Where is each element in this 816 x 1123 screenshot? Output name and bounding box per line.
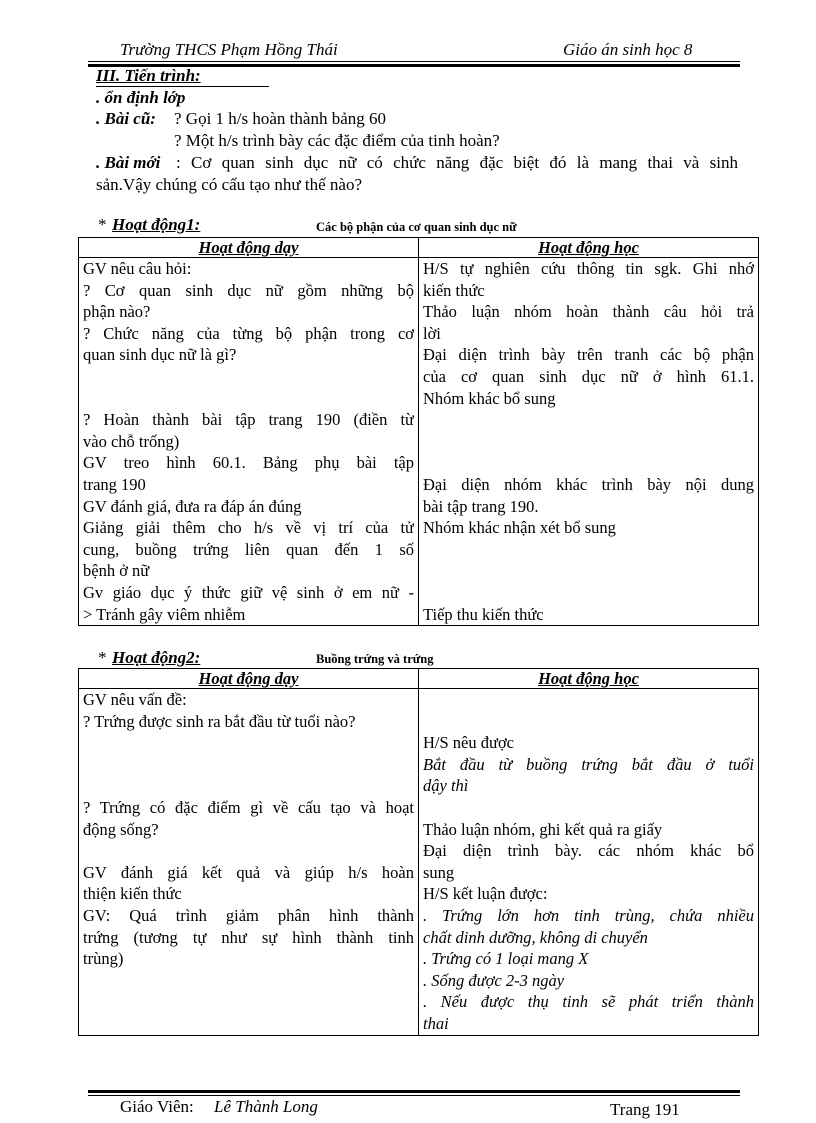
cell-gap (423, 539, 754, 561)
cell-line: bài tập trang 190. (423, 496, 539, 516)
cell-line: . Trứng lớn hơn tinh trùng, chứa nhiều (423, 905, 754, 925)
old-lesson-label: . Bài cũ: (96, 109, 156, 128)
cell-line: H/S tự nghiên cứu thông tin sgk. Ghi nhớ (423, 259, 754, 278)
cell-line: thiện kiến thức (83, 884, 182, 904)
cell-gap (83, 775, 414, 797)
cell-line: . Trứng có 1 loại mang X (423, 949, 589, 969)
cell-line: Đại diện nhóm khác trình bày nội dung (423, 474, 754, 494)
footer-teacher-name: Lê Thành Long (214, 1097, 318, 1116)
cell-line: Nhóm khác nhận xét bổ sung (423, 518, 616, 538)
cell-line: GV treo hình 60.1. Bảng phụ bài tập (83, 453, 414, 473)
cell-line: H/S nêu được (423, 733, 514, 753)
cell-line: lời (423, 323, 441, 343)
cell-line: Bắt đầu từ buồng trứng bắt đầu ở tuổi (423, 754, 754, 774)
cell-line: trùng) (83, 949, 124, 969)
cell-line: Tiếp thu kiến thức (423, 604, 544, 624)
activity2-col-learn: Hoạt động học (419, 669, 759, 689)
old-lesson-q2: ? Một h/s trình bày các đặc điểm của tinh hoàn? (174, 131, 500, 150)
activity2-star: * (98, 648, 107, 667)
new-lesson-label: . Bài mới (96, 153, 161, 172)
cell-gap (83, 970, 414, 992)
cell-line: quan sinh dục nữ là gì? (83, 345, 237, 365)
footer-rule-thin (88, 1095, 740, 1096)
cell-line: sung (423, 862, 455, 882)
activity2-col-teach: Hoạt động dạy (79, 669, 419, 689)
cell-line: dậy thì (423, 776, 469, 796)
cell-line: Gv giáo dục ý thức giữ vệ sinh ở em nữ - (83, 582, 414, 602)
cell-line: Đại diện trình bày. các nhóm khác bổ (423, 841, 754, 861)
cell-line: ? Trứng có đặc điểm gì về cấu tạo và hoạt (83, 797, 414, 817)
cell-gap (423, 452, 754, 474)
section-title-underline (96, 86, 269, 87)
cell-gap (423, 689, 754, 711)
cell-gap (83, 754, 414, 776)
cell-line: > Tránh gây viêm nhiễm (83, 604, 246, 624)
cell-gap (423, 409, 754, 431)
cell-gap (83, 388, 414, 410)
cell-line: thai (423, 1013, 449, 1033)
footer-page: Trang 191 (610, 1100, 680, 1119)
cell-line: GV nêu vấn đề: (83, 690, 187, 709)
cell-line: GV nêu câu hỏi: (83, 259, 192, 278)
cell-line: ? Trứng được sinh ra bắt đầu từ tuổi nào? (83, 711, 356, 731)
cell-line: ? Chức năng của từng bộ phận trong cơ (83, 323, 414, 343)
activity2-table (78, 668, 759, 1036)
cell-line: GV đánh giá kết quả và giúp h/s hoàn (83, 862, 414, 882)
cell-line: H/S kết luận được: (423, 884, 548, 904)
cell-line: ? Hoàn thành bài tập trang 190 (điền từ (83, 410, 414, 430)
section-title: III. Tiến trình: (96, 66, 201, 85)
cell-line: . Sống được 2-3 ngày (423, 970, 565, 990)
cell-gap (423, 560, 754, 582)
activity1-table (78, 237, 759, 626)
activity1-col-learn: Hoạt động học (419, 238, 759, 258)
cell-gap (83, 991, 414, 1013)
activity1-star: * (98, 215, 107, 234)
cell-gap (423, 711, 754, 733)
old-lesson-q1: ? Gọi 1 h/s hoàn thành bảng 60 (174, 109, 386, 128)
activity2-title: Buồng trứng và trứng (316, 652, 434, 666)
cell-line: chất dinh dưỡng, không di chuyển (423, 927, 648, 947)
cell-gap (423, 582, 754, 604)
cell-gap (423, 797, 754, 819)
cell-line: Thảo luận nhóm, ghi kết quả ra giấy (423, 819, 663, 839)
activity1-title: Các bộ phận của cơ quan sinh dục nữ (316, 220, 517, 234)
cell-line: trứng (tương tự như sự hình thành tinh (83, 927, 414, 947)
activity1-teach-cell (79, 258, 419, 626)
cell-line: phận nào? (83, 302, 151, 322)
cell-line: vào chỗ trống) (83, 431, 180, 451)
cell-line: động sống? (83, 819, 159, 839)
cell-gap (83, 366, 414, 388)
header-rule-thin (88, 61, 740, 62)
cell-gap (83, 1013, 414, 1035)
cell-line: Giảng giải thêm cho h/s về vị trí của tử (83, 518, 414, 538)
cell-line: cung, buồng trứng liên quan đến 1 số (83, 539, 414, 559)
cell-line: kiến thức (423, 280, 485, 300)
footer-teacher-label: Giáo Viên: (120, 1097, 194, 1116)
cell-line: Đại diện trình bày trên tranh các bộ phận (423, 345, 754, 365)
activity2-teach-cell (79, 689, 419, 1036)
cell-line: GV: Quá trình giảm phân hình thành (83, 905, 414, 925)
footer-rule-thick (88, 1090, 740, 1093)
activity1-label: Hoạt động1: (112, 215, 201, 234)
activity1-learn-cell (419, 258, 759, 626)
cell-line: ? Cơ quan sinh dục nữ gồm những bộ (83, 280, 414, 300)
stabilize-line: . ổn định lớp (96, 88, 186, 107)
cell-gap (423, 431, 754, 453)
cell-gap (83, 840, 414, 862)
cell-line: Thảo luận nhóm hoàn thành câu hỏi trả (423, 302, 754, 322)
cell-line: bệnh ở nữ (83, 561, 150, 581)
header-subject: Giáo án sinh học 8 (563, 40, 693, 59)
cell-line: của cơ quan sinh dục nữ ở hình 61.1. (423, 366, 754, 386)
activity2-label: Hoạt động2: (112, 648, 201, 667)
cell-line: GV đánh giá, đưa ra đáp án đúng (83, 496, 302, 516)
header-school: Trường THCS Phạm Hồng Thái (120, 40, 338, 59)
new-lesson-line2: sản.Vậy chúng có cấu tạo như thế nào? (96, 175, 363, 194)
cell-line: trang 190 (83, 474, 146, 494)
activity2-learn-cell (419, 689, 759, 1036)
cell-gap (83, 732, 414, 754)
cell-line: . Nếu được thụ tinh sẽ phát triển thành (423, 992, 754, 1012)
new-lesson-line1: : Cơ quan sinh dục nữ có chức năng đặc biệt đó là mang thai và sinh (176, 153, 738, 172)
cell-line: Nhóm khác bổ sung (423, 388, 556, 408)
activity1-col-teach: Hoạt động dạy (79, 238, 419, 258)
